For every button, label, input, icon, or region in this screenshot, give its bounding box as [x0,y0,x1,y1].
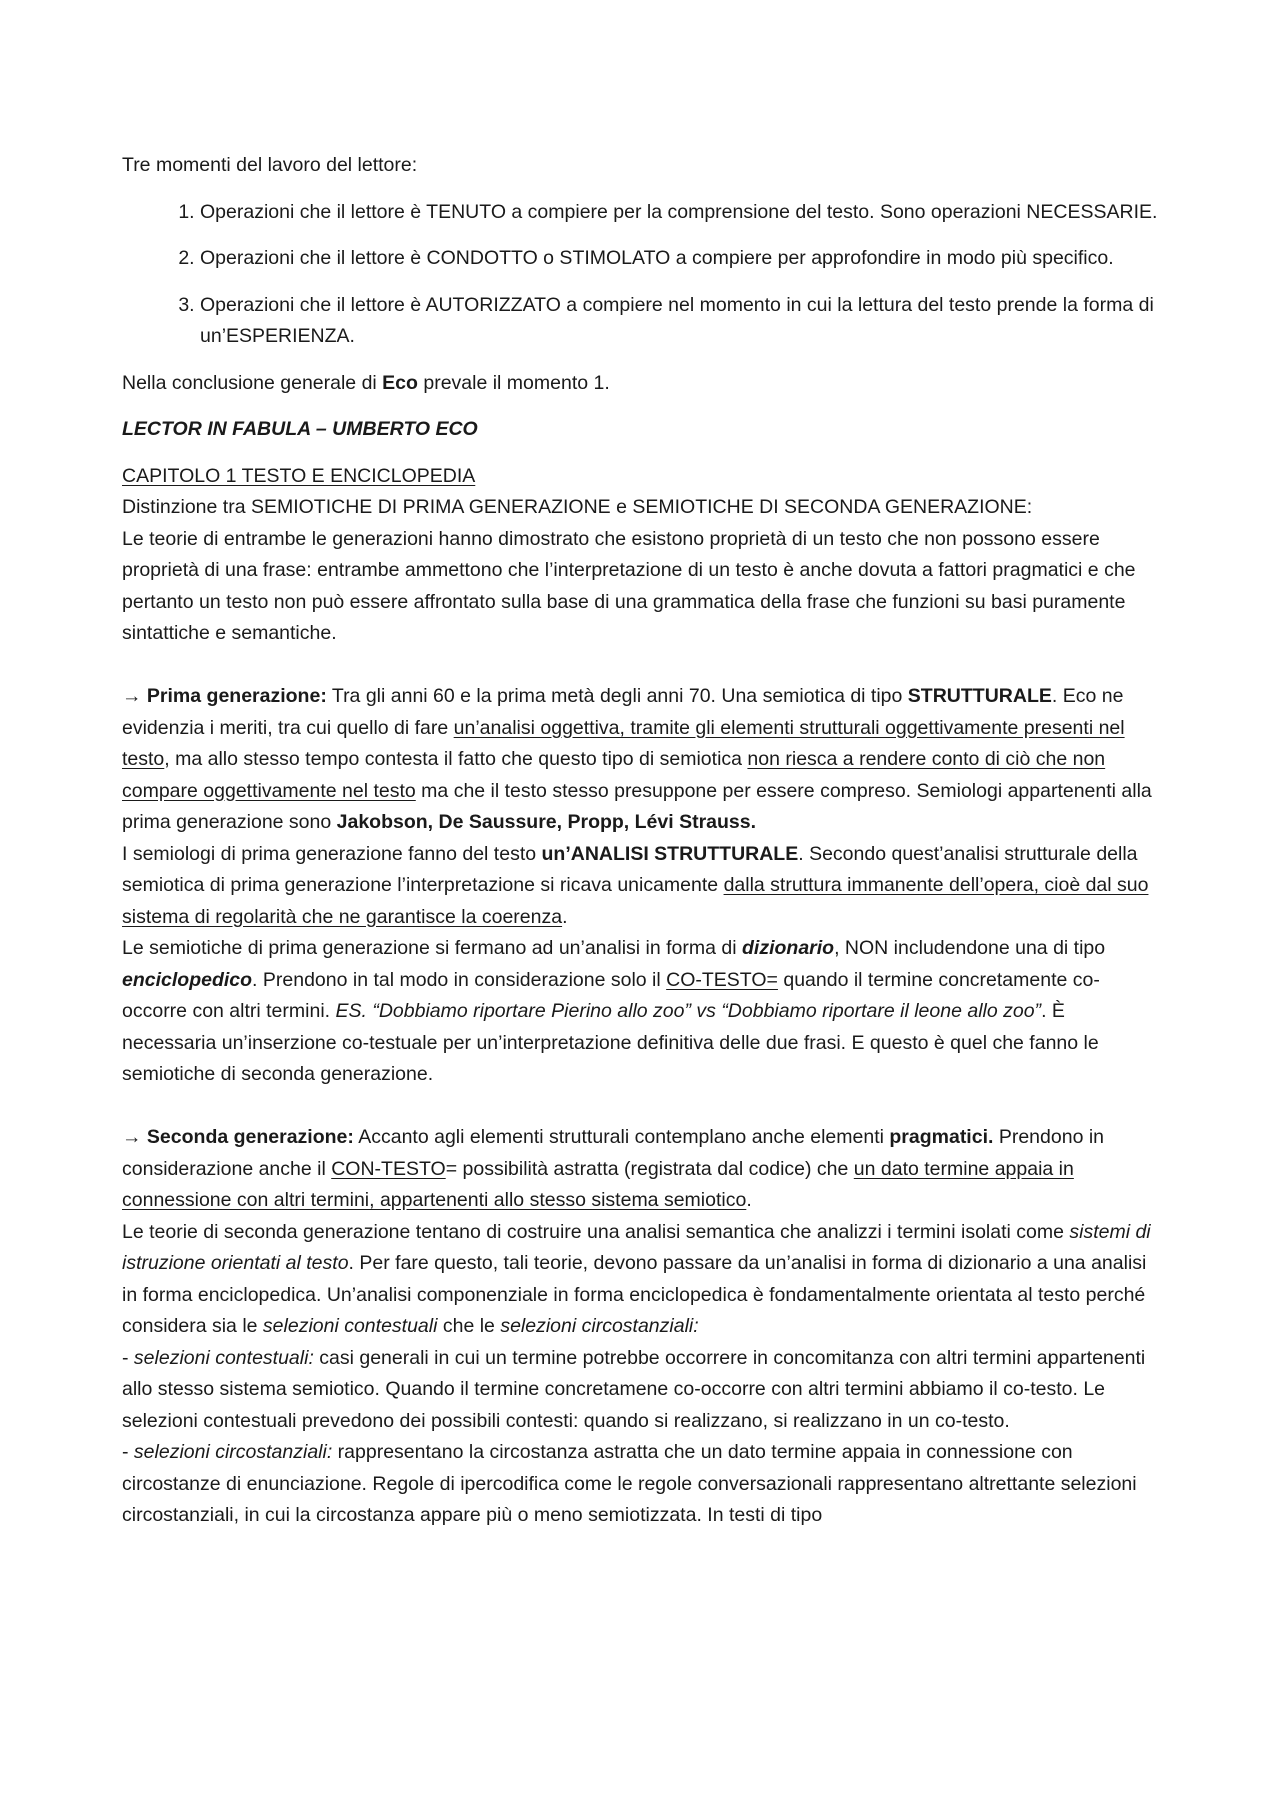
common-paragraph: Le teorie di entrambe le generazioni hanno dimostrato che esistono proprietà di un testo che non possono essere proprietà di una frase: entrambe ammettono che l’interpretazione di un testo è anche dovuta a fattori pragmatici e che pertanto un testo non può essere affrontato sulla base di una grammatica della frase che funzioni su basi puramente sintattiche e semantiche. [122,527,1136,644]
chapter-title: CAPITOLO 1 TESTO E ENCICLOPEDIA [122,464,476,487]
dictionary-paragraph: Le semiotiche di prima generazione si fermano ad un’analisi in forma di dizionario, NON includendone una di tipo enciclopedico. Prendono in tal modo in considerazione solo il CO-TESTO= quando il termine concretamente co-occorre con altri termini. ES. “Dobbiamo riportare Pierino allo zoo” vs “Dobbiamo riportare il leone allo zoo”. È necessaria un’inserzione co-testuale per un’interpretazione definitiva delle due frasi. E questo è quel che fanno le semiotiche di seconda generazione. [122,937,1106,1085]
circumstantial-selections-paragraph: - selezioni circostanziali: rappresentano la circostanza astratta che un dato termine appaia in connessione con circostanze di enunciazione. Regole di ipercodifica come le regole conversazionali rappresentano altrettante selezioni circostanziali, in cui la circostanza appare più o meno semiotizzata. In testi di tipo [122,1441,1137,1526]
structural-analysis-paragraph: I semiologi di prima generazione fanno del testo un’ANALISI STRUTTURALE. Secondo quest’analisi strutturale della semiotica di prima generazione l’interpretazione si ricava unicamente dalla struttura immanente dell’opera, cioè dal suo sistema di regolarità che ne garantisce la coerenza. [122,842,1149,928]
book-title: LECTOR IN FABULA – UMBERTO ECO [122,418,478,440]
intro-heading: Tre momenti del lavoro del lettore: [122,154,418,176]
list-item: 3. Operazioni che il lettore è AUTORIZZATO a compiere nel momento in cui la lettura del testo prende la forma di un’ESPERIENZA. [200,290,1160,353]
spacer [122,650,1160,682]
arrow-right-icon: → [122,1126,142,1148]
reader-moments-list [122,197,1160,353]
second-generation-paragraph: → Seconda generazione: Accanto agli elementi strutturali contemplano anche elementi pragmatici. Prendono in considerazione anche il CON-TESTO= possibilità astratta (registrata dal codice) che un dato termine appaia in connessione con altri termini, appartenenti allo stesso sistema semiotico. [122,1126,1105,1211]
distinction-line: Distinzione tra SEMIOTICHE DI PRIMA GENERAZIONE e SEMIOTICHE DI SECONDA GENERAZIONE: [122,496,1033,518]
first-generation-paragraph: → Prima generazione: Tra gli anni 60 e la prima metà degli anni 70. Una semiotica di tipo STRUTTURALE. Eco ne evidenzia i meriti, tra cui quello di fare un’analisi oggettiva, tramite gli elementi strutturali oggettivamente presenti nel testo, ma allo stesso tempo contesta il fatto che questo tipo di semiotica non riesca a rendere conto di ciò che non compare oggettivamente nel testo ma che il testo stesso presuppone per essere compreso. Semiologi appartenenti alla prima generazione sono Jakobson, De Saussure, Propp, Lévi Strauss. [122,685,1152,833]
semantic-analysis-paragraph: Le teorie di seconda generazione tentano di costruire una analisi semantica che analizzi i termini isolati come sistemi di istruzione orientati al testo. Per fare questo, tali teorie, devono passare da un’analisi in forma di dizionario a una analisi in forma enciclopedica. Un’analisi componenziale in forma enciclopedica è fondamentalmente orientata al testo perché considera sia le selezioni contestuali che le selezioni circostanziali: [122,1220,1151,1337]
intro-conclusion: Nella conclusione generale di Eco prevale il momento 1. [122,371,610,394]
list-item: 1. Operazioni che il lettore è TENUTO a compiere per la comprensione del testo. Sono operazioni NECESSARIE. [200,197,1160,229]
arrow-right-icon: → [122,685,142,707]
spacer [122,1091,1160,1123]
list-item: 2. Operazioni che il lettore è CONDOTTO o STIMOLATO a compiere per approfondire in modo più specifico. [200,243,1160,275]
contextual-selections-paragraph: - selezioni contestuali: casi generali in cui un termine potrebbe occorrere in concomitanza con altri termini appartenenti allo stesso sistema semiotico. Quando il termine concretamene co-occorre con altri termini abbiamo il co-testo. Le selezioni contestuali prevedono dei possibili contesti: quando si realizzano, si realizzano in un co-testo. [122,1346,1146,1432]
